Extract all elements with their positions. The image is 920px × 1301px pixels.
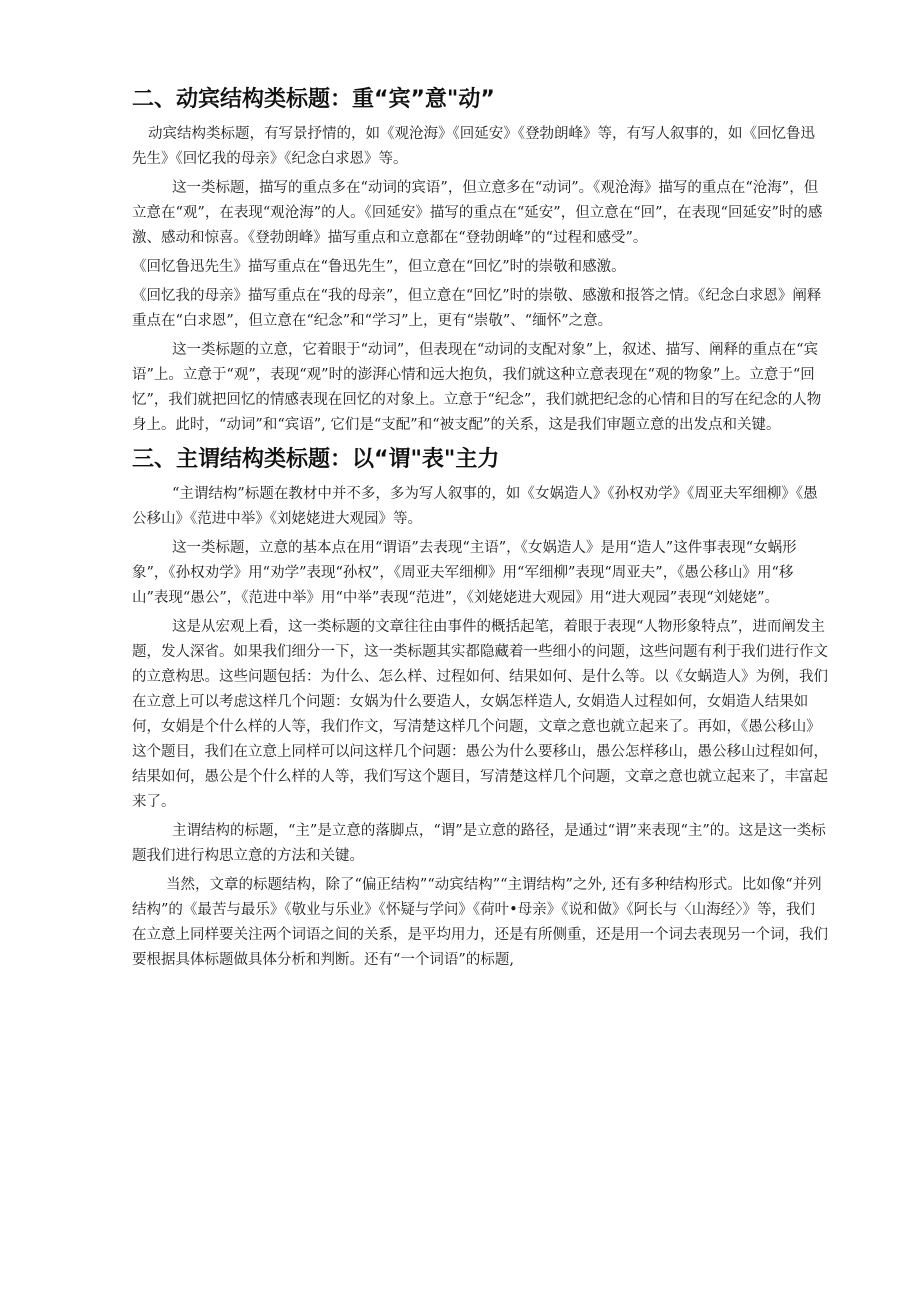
section-3-paragraph-5: 当然，文章的标题结构，除了“偏正结构”“动宾结构”“主谓结构”之外, 还有多种结构形式。比如像“并列结构”的《最苦与最乐》《敬业与乐业》《怀疑与学问》《荷叶•母亲》《说和做》《阿长与〈山海经〉》等，我们在立意上同样要关注两个词语之间的关系，是平均用力，还是有所侧重，还是用一个词去表现另一个词，我们要根据具体标题做具体分析和判断。还有“一个词语”的标题, <box>132 877 828 968</box>
section-3-paragraph-4: 主谓结构的标题，“主”是立意的落脚点，“谓”是立意的路径，是通过“谓”来表现“主”的。这是这一类标题我们进行构思立意的方法和关键。 <box>132 823 826 864</box>
section-2-paragraph-4: 《回忆我的母亲》描写重点在“我的母亲”，但立意在“回忆”时的崇敬、感激和报答之情。《纪念白求恩》阐释重点在“白求恩”，但立意在“纪念”和“学习”上，更有“崇敬”、“缅怀”之意。 <box>132 288 822 329</box>
document-page <box>132 84 828 977</box>
section-3-paragraph-3: 这是从宏观上看，这一类标题的文章往往由事件的概括起笔，着眼于表现“人物形象特点”，进而阐发主题，发人深省。如果我们细分一下，这一类标题其实都隐藏着一些细小的问题，这些问题有利于我们进行作文的立意构思。这些问题包括：为什么、怎么样、过程如何、结果如何、是什么等。以《女蜗造人》为例，我们在立意上可以考虑这样几个问题：女娲为什么要造人，女娲怎样造人, 女娟造人过程如何，女娟造人结果如何，女娟是个什么样的人等，我们作文，写清楚这样几个问题，文章之意也就立起来了。再如，《愚公移山》这个题目，我们在立意上同样可以问这样几个问题：愚公为什么要移山，愚公怎样移山，愚公移山过程如何，结果如何，愚公是个什么样的人等，我们写这个题目，写清楚这样几个问题，文章之意也就立起来了，丰富起来了。 <box>132 619 828 810</box>
section-2-paragraph-3: 《回忆鲁迅先生》描写重点在“鲁迅先生”，但立意在“回忆”时的崇敬和感激。 <box>132 259 626 275</box>
section-2-paragraph-2: 这一类标题，描写的重点多在“动词的宾语”，但立意多在“动词”。《观沧海》描写的重点在“沧海”，但立意在“观”，在表现“观沧海”的人。《回延安》描写的重点在“延安”，但立意在“回”，在表现“回延安”时的感激、感动和惊喜。《登勃朗峰》描写重点和立意都在“登勃朗峰”的“过程和感受”。 <box>132 180 823 246</box>
section-3-paragraph-1: “主谓结构”标题在教材中并不多，多为写人叙事的，如《女娲造人》《孙权劝学》《周亚夫军细柳》《愚公移山》《范进中举》《刘姥姥进大观园》等。 <box>132 486 818 527</box>
section-2-heading: 二、动宾结构类标题：重“宾”意"动” <box>132 87 495 112</box>
section-2-paragraph-5: 这一类标题的立意，它着眼于“动词”，但表现在“动词的支配对象”上，叙述、描写、阐释的重点在“宾语”上。立意于“观”，表现“观”时的澎湃心情和远大抱负，我们就这种立意表现在“观的物象”上。立意于“回忆”，我们就把回忆的情感表现在回忆的对象上。立意于“纪念”，我们就把纪念的心情和目的写在纪念的人物身上。此时，“动词”和“宾语”, 它们是“支配”和“被支配”的关系，这是我们审题立意的出发点和关键。 <box>132 342 822 433</box>
section-3-paragraph-2: 这一类标题，立意的基本点在用“谓语”去表现“主语”，《女娲造人》是用“造人”这件事表现“女蜗形象”，《孙权劝学》用“劝学”表现“孙权”，《周亚夫军细柳》用“军细柳”表现“周亚夫”，《愚公移山》用“移山”表现“愚公”，《范进中举》用“中举”表现“范进”，《刘姥姥进大观园》用“进大观园”表现“刘姥姥”。 <box>132 540 797 606</box>
section-2-paragraph-1: 动宾结构类标题，有写景抒情的，如《观沧海》《回延安》《登勃朗峰》等，有写人叙事的，如《回忆鲁迅先生》《回忆我的母亲》《纪念白求恩》等。 <box>132 126 815 167</box>
section-3-heading: 三、主谓结构类标题：以“谓"表"主力 <box>132 447 500 472</box>
